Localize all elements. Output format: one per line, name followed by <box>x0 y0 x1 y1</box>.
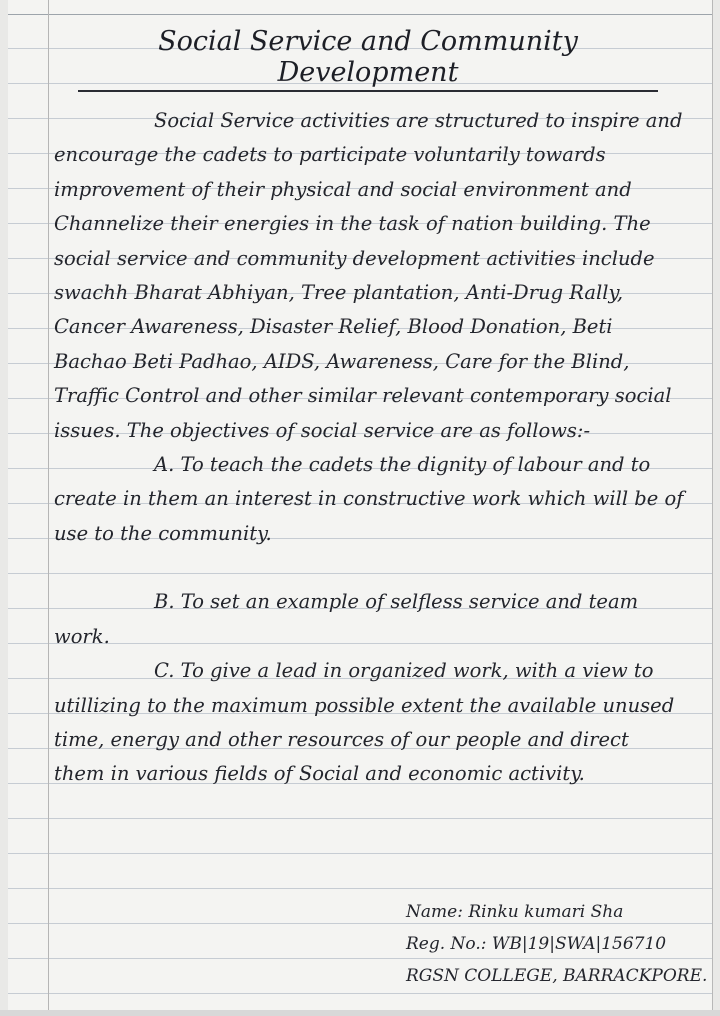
page-bottom-edge <box>0 1010 720 1016</box>
objective-c: C. To give a lead in organized work, with a view to utillizing to the maximum possible extent the available unused time, energy and other resources of our people and direct them in various fields of Social and economic activity. <box>54 659 675 786</box>
objective-a: A. To teach the cadets the dignity of labour and to create in them an interest in constructive work which will be of use to the community. <box>54 453 684 545</box>
essay-body <box>54 104 684 792</box>
college-name: RGSN COLLEGE, BARRACKPORE. <box>406 966 708 986</box>
signature-block <box>406 896 706 992</box>
page-title: Social Service and Community Development <box>78 26 658 92</box>
intro-paragraph: Social Service activities are structured to inspire and encourage the cadets to participate voluntarily towards improvement of their physical and social environment and Channelize their energies in the task of nation building. The social service and community development activities include swachh Bharat Abhiyan, Tree plantation, Anti-Drug Rally, Cancer Awareness, Disaster Relief, Blood Donation, Beti Bachao Beti Padhao, AIDS, Awareness, Care for the Blind, Traffic Control and other similar relevant contemporary social issues. The objectives of social service are as follows:- <box>54 109 683 442</box>
header-rule <box>8 14 712 15</box>
margin-rule <box>48 0 49 1010</box>
student-name: Name: Rinku kumari Sha <box>406 902 624 922</box>
registration-number: Reg. No.: WB|19|SWA|156710 <box>406 934 667 954</box>
notebook-page <box>8 0 713 1010</box>
objective-b: B. To set an example of selfless service and team work. <box>54 590 639 648</box>
